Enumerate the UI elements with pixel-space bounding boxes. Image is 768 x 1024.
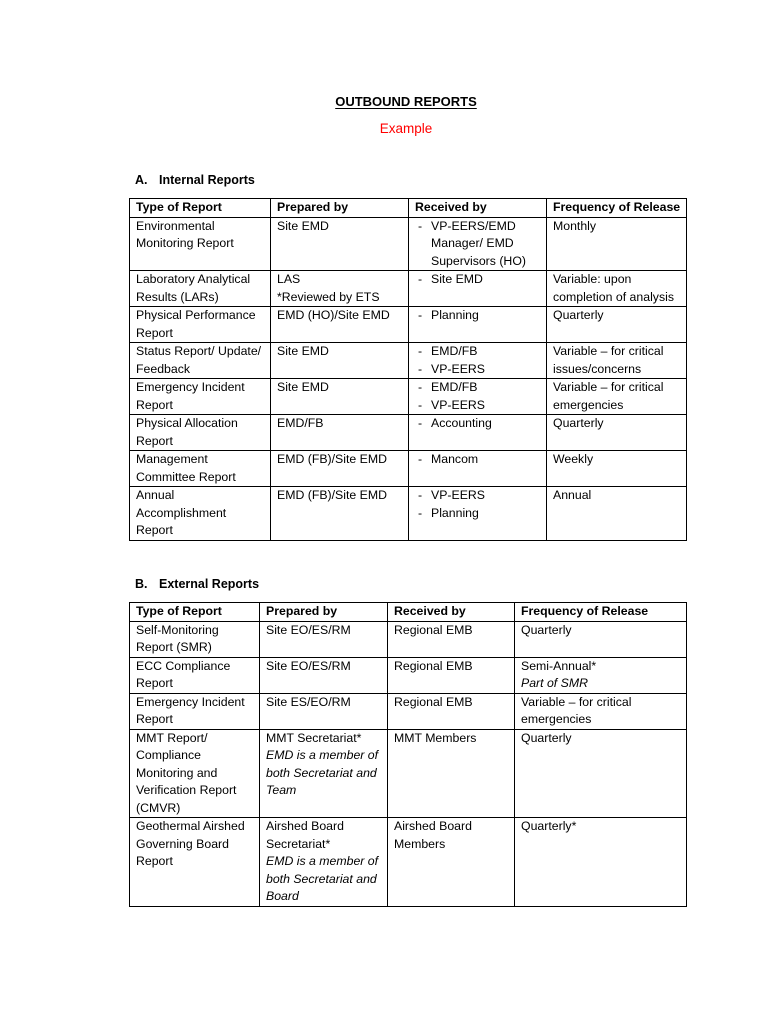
prepared-by-text: LAS bbox=[277, 272, 301, 286]
prepared-by-cell bbox=[260, 657, 388, 693]
received-by-list bbox=[415, 343, 541, 378]
document-subtitle: Example bbox=[379, 121, 433, 136]
received-by-item: - EMD/FB bbox=[415, 343, 541, 361]
external-reports-table bbox=[129, 602, 687, 907]
received-by-list bbox=[415, 451, 541, 469]
prepared-by-text: Site ES/EO/RM bbox=[266, 694, 351, 709]
received-by-cell: Regional EMB bbox=[388, 657, 515, 693]
report-type-cell: Physical Allocation Report bbox=[130, 415, 271, 451]
report-type-cell: MMT Report/ Compliance Monitoring and Verification Report (CMVR) bbox=[130, 729, 260, 818]
table-row bbox=[130, 818, 687, 907]
table-row bbox=[130, 343, 687, 379]
frequency-cell: Quarterly bbox=[547, 415, 687, 451]
table-header-row bbox=[130, 199, 687, 218]
prepared-by-text: Airshed Board Secretariat* bbox=[266, 819, 344, 851]
prepared-by-cell bbox=[271, 451, 409, 487]
received-by-list bbox=[415, 487, 541, 522]
received-by-item: - VP-EERS bbox=[415, 361, 541, 379]
prepared-by-cell bbox=[271, 271, 409, 307]
received-by-list bbox=[415, 307, 541, 325]
table-row bbox=[130, 729, 687, 818]
prepared-by-note: EMD is a member of both Secretariat and Board bbox=[266, 854, 379, 903]
table-row bbox=[130, 621, 687, 657]
prepared-by-cell bbox=[271, 217, 409, 271]
report-type-cell: Laboratory Analytical Results (LARs) bbox=[130, 271, 271, 307]
table-row bbox=[130, 693, 687, 729]
prepared-by-text: Site EO/ES/RM bbox=[266, 622, 351, 637]
prepared-by-text: EMD (HO)/Site EMD bbox=[277, 308, 390, 322]
prepared-by-text: Site EMD bbox=[277, 344, 329, 358]
received-by-cell: Airshed Board Members bbox=[388, 818, 515, 907]
frequency-cell bbox=[515, 818, 687, 907]
received-by-item: - Planning bbox=[415, 505, 541, 523]
frequency-text: Quarterly bbox=[521, 622, 572, 637]
column-header: Prepared by bbox=[271, 199, 409, 218]
table-header-row bbox=[130, 603, 687, 622]
prepared-by-cell bbox=[271, 415, 409, 451]
received-by-cell bbox=[409, 343, 547, 379]
received-by-cell bbox=[409, 487, 547, 541]
table-row bbox=[130, 487, 687, 541]
received-by-cell bbox=[409, 307, 547, 343]
report-type-cell: Environmental Monitoring Report bbox=[130, 217, 271, 271]
received-by-item: - EMD/FB bbox=[415, 379, 541, 397]
report-type-cell: Annual Accomplishment Report bbox=[130, 487, 271, 541]
table-row bbox=[130, 451, 687, 487]
report-type-cell: Self-Monitoring Report (SMR) bbox=[130, 621, 260, 657]
received-by-list bbox=[415, 271, 541, 289]
received-by-cell: Regional EMB bbox=[388, 693, 515, 729]
prepared-by-note: EMD is a member of both Secretariat and Team bbox=[266, 748, 379, 797]
frequency-text: Variable – for critical emergencies bbox=[521, 694, 632, 726]
received-by-item: - Site EMD bbox=[415, 271, 541, 289]
prepared-by-cell bbox=[260, 818, 388, 907]
column-header: Prepared by bbox=[260, 603, 388, 622]
received-by-item: - Planning bbox=[415, 307, 541, 325]
received-by-cell bbox=[409, 415, 547, 451]
received-by-item: - VP-EERS bbox=[415, 397, 541, 415]
report-type-cell: Emergency Incident Report bbox=[130, 693, 260, 729]
frequency-text: Semi-Annual* bbox=[521, 658, 597, 673]
external-reports-heading: B. External Reports bbox=[135, 577, 260, 591]
internal-reports-table bbox=[129, 198, 687, 541]
table-row bbox=[130, 415, 687, 451]
prepared-by-text: EMD (FB)/Site EMD bbox=[277, 488, 387, 502]
received-by-item: - Accounting bbox=[415, 415, 541, 433]
prepared-by-text: MMT Secretariat* bbox=[266, 730, 362, 745]
frequency-cell bbox=[515, 729, 687, 818]
report-type-cell: ECC Compliance Report bbox=[130, 657, 260, 693]
column-header: Type of Report bbox=[130, 199, 271, 218]
prepared-by-cell bbox=[260, 693, 388, 729]
frequency-note: Part of SMR bbox=[521, 676, 588, 690]
received-by-list bbox=[415, 379, 541, 414]
prepared-by-cell bbox=[271, 379, 409, 415]
received-by-cell bbox=[409, 451, 547, 487]
report-type-cell: Geothermal Airshed Governing Board Report bbox=[130, 818, 260, 907]
table-row bbox=[130, 307, 687, 343]
prepared-by-text: Site EMD bbox=[277, 380, 329, 394]
frequency-cell: Variable: upon completion of analysis bbox=[547, 271, 687, 307]
received-by-cell: MMT Members bbox=[388, 729, 515, 818]
frequency-cell bbox=[515, 621, 687, 657]
received-by-list bbox=[415, 218, 541, 271]
prepared-by-cell bbox=[271, 487, 409, 541]
frequency-cell: Weekly bbox=[547, 451, 687, 487]
frequency-cell: Quarterly bbox=[547, 307, 687, 343]
received-by-item: - Mancom bbox=[415, 451, 541, 469]
frequency-cell: Variable – for critical emergencies bbox=[547, 379, 687, 415]
column-header: Frequency of Release bbox=[515, 603, 687, 622]
document-title: OUTBOUND REPORTS bbox=[335, 94, 477, 109]
prepared-by-text: EMD/FB bbox=[277, 416, 324, 430]
frequency-cell bbox=[515, 657, 687, 693]
received-by-item: - VP-EERS/EMD Manager/ EMD Supervisors (HO) bbox=[415, 218, 541, 271]
received-by-cell bbox=[409, 271, 547, 307]
received-by-cell bbox=[409, 379, 547, 415]
received-by-cell: Regional EMB bbox=[388, 621, 515, 657]
report-type-cell: Management Committee Report bbox=[130, 451, 271, 487]
prepared-by-text: Site EO/ES/RM bbox=[266, 658, 351, 673]
prepared-by-cell bbox=[271, 343, 409, 379]
prepared-by-text: EMD (FB)/Site EMD bbox=[277, 452, 387, 466]
frequency-cell bbox=[515, 693, 687, 729]
prepared-by-cell bbox=[260, 729, 388, 818]
table-row bbox=[130, 657, 687, 693]
received-by-item: - VP-EERS bbox=[415, 487, 541, 505]
column-header: Received by bbox=[388, 603, 515, 622]
received-by-cell bbox=[409, 217, 547, 271]
table-row bbox=[130, 271, 687, 307]
frequency-text: Quarterly* bbox=[521, 819, 577, 833]
frequency-cell: Variable – for critical issues/concerns bbox=[547, 343, 687, 379]
report-type-cell: Emergency Incident Report bbox=[130, 379, 271, 415]
table-row bbox=[130, 217, 687, 271]
report-type-cell: Physical Performance Report bbox=[130, 307, 271, 343]
report-type-cell: Status Report/ Update/ Feedback bbox=[130, 343, 271, 379]
column-header: Received by bbox=[409, 199, 547, 218]
prepared-by-cell bbox=[260, 621, 388, 657]
column-header: Frequency of Release bbox=[547, 199, 687, 218]
received-by-list bbox=[415, 415, 541, 433]
frequency-text: Quarterly bbox=[521, 730, 572, 745]
prepared-by-text: Site EMD bbox=[277, 218, 329, 233]
frequency-cell: Monthly bbox=[547, 217, 687, 271]
prepared-by-note: *Reviewed by ETS bbox=[277, 289, 380, 304]
frequency-cell: Annual bbox=[547, 487, 687, 541]
prepared-by-cell bbox=[271, 307, 409, 343]
column-header: Type of Report bbox=[130, 603, 260, 622]
internal-reports-heading: A. Internal Reports bbox=[135, 173, 255, 187]
table-row bbox=[130, 379, 687, 415]
